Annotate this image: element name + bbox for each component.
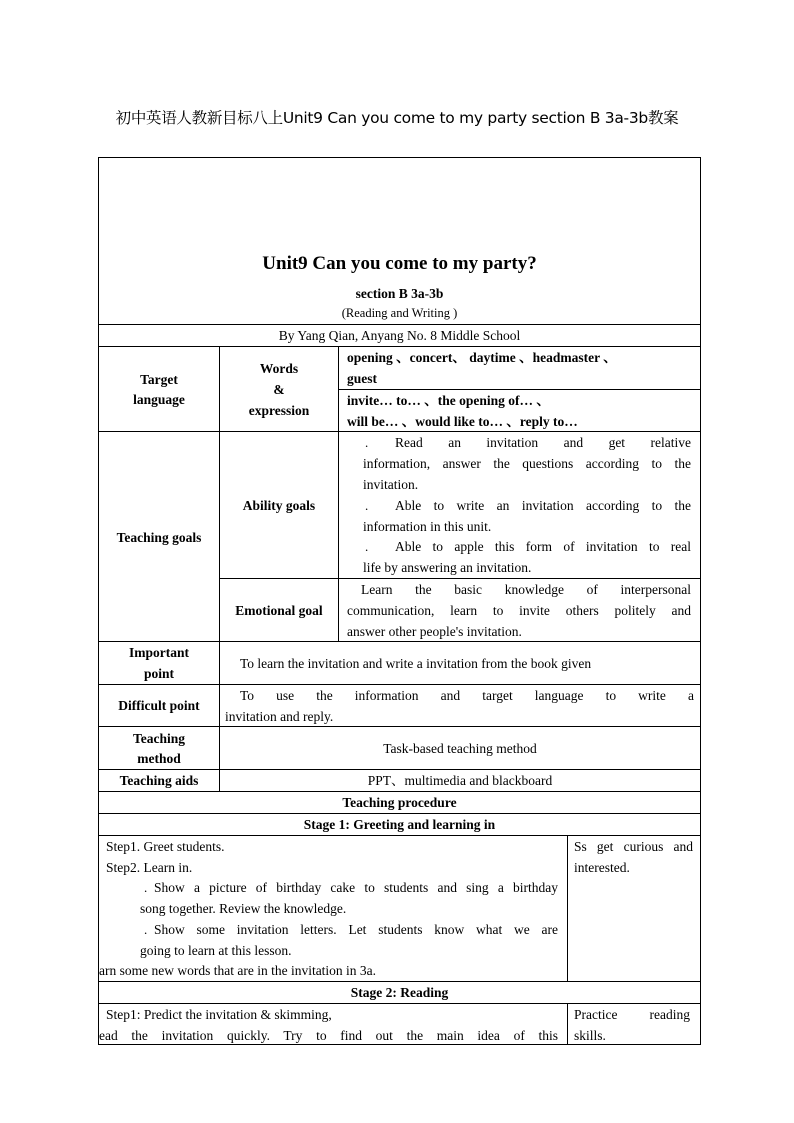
rule [567, 1003, 568, 1045]
bullet-dot: . [144, 922, 148, 937]
target-language-label: Target [140, 372, 178, 387]
stage1-heading: Stage 1: Greeting and learning in [303, 817, 496, 832]
stage1-activity: Show a picture of birthday cake to students and sing a birthday [154, 880, 558, 895]
subtitle: (Reading and Writing ) [341, 306, 458, 320]
important-point-label: point [143, 666, 174, 681]
words-label: expression [248, 403, 310, 418]
expression-list: will be… 、would like to… 、reply to… [347, 414, 578, 429]
ability-goal-text: life by answering an invitation. [363, 560, 532, 575]
teaching-method-label: Teaching [132, 731, 186, 746]
words-list: guest [347, 371, 377, 386]
lesson-plan-table [98, 157, 701, 1045]
stage2-note: Practice reading [574, 1007, 690, 1022]
ability-goal-text: information in this unit. [363, 519, 492, 534]
ability-goal-text: Able to apple this form of invitation to real [395, 539, 691, 554]
important-point-label: Important [129, 645, 189, 660]
stage1-activity: arn some new words that are in the invitation in 3a. [99, 963, 377, 978]
difficult-point-text: invitation and reply. [225, 709, 334, 724]
ability-goal-text: Read an invitation and get relative [395, 435, 691, 450]
teaching-aids-label: Teaching aids [119, 773, 199, 788]
procedure-heading: Teaching procedure [342, 795, 457, 810]
target-language-label: language [133, 392, 185, 407]
bullet-dot: . [365, 435, 369, 450]
unit-title: Unit9 Can you come to my party? [262, 253, 537, 274]
rule [338, 346, 339, 641]
teaching-method-label: method [137, 751, 181, 766]
stage2-heading: Stage 2: Reading [350, 985, 449, 1000]
stage1-activity: song together. Review the knowledge. [140, 901, 347, 916]
expression-list: invite… to… 、the opening of… 、 [347, 393, 550, 408]
emotional-goal-text: answer other people's invitation. [347, 624, 522, 639]
section-label: section B 3a-3b [355, 286, 444, 301]
difficult-point-label: Difficult point [118, 698, 200, 713]
important-point-text: To learn the invitation and write a invitation from the book given [240, 656, 592, 671]
stage1-step: Step1. Greet students. [106, 839, 225, 854]
rule [98, 726, 701, 727]
stage1-activity: Show some invitation letters. Let students know what we are [154, 922, 558, 937]
words-label: & [273, 382, 285, 397]
stage1-activity: going to learn at this lesson. [140, 943, 292, 958]
ability-goal-text: Able to write an invitation according to the [395, 498, 691, 513]
stage2-note: skills. [574, 1028, 606, 1043]
emotional-goal-label: Emotional goal [235, 603, 323, 618]
ability-goal-text: invitation. [363, 477, 419, 492]
emotional-goal-text: Learn the basic knowledge of interpersonal [361, 582, 691, 597]
bullet-dot: . [144, 880, 148, 895]
bullet-dot: . [365, 498, 369, 513]
bullet-dot: . [365, 539, 369, 554]
document-title: 初中英语人教新目标八上Unit9 Can you come to my party section B 3a-3b教案 [115, 109, 679, 127]
difficult-point-text: To use the information and target language to write a [240, 688, 694, 703]
teaching-method-text: Task-based teaching method [383, 741, 537, 756]
author-line: By Yang Qian, Anyang No. 8 Middle School [278, 328, 521, 343]
ability-goals-label: Ability goals [242, 498, 316, 513]
stage1-note: Ss get curious and [574, 839, 693, 854]
rule [567, 835, 568, 981]
words-label: Words [259, 361, 299, 376]
stage2-step: ead the invitation quickly. Try to find out the main idea of this [99, 1028, 558, 1043]
teaching-aids-text: PPT、multimedia and blackboard [367, 773, 553, 788]
emotional-goal-text: communication, learn to invite others politely and [347, 603, 691, 618]
words-list: opening 、concert、 daytime 、headmaster 、 [347, 350, 617, 365]
rule [98, 157, 701, 158]
stage1-note: interested. [574, 860, 630, 875]
stage2-step: Step1: Predict the invitation & skimming, [106, 1007, 332, 1022]
stage1-step: Step2. Learn in. [106, 860, 193, 875]
ability-goal-text: information, answer the questions according to the [363, 456, 691, 471]
teaching-goals-label: Teaching goals [116, 530, 202, 545]
